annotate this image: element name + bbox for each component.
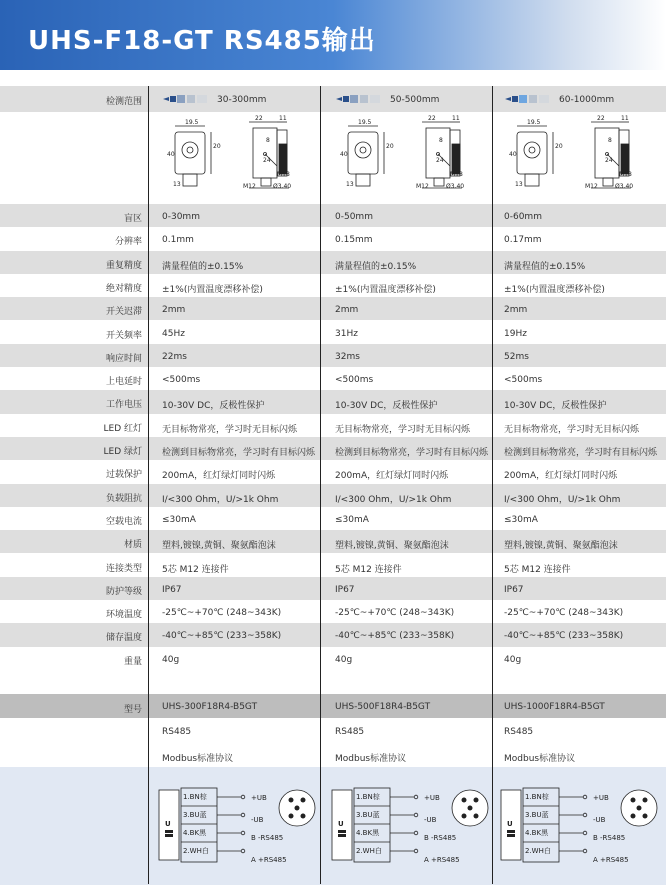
cell-hysteresis: 2mm [504, 305, 528, 316]
beam-icon [336, 95, 384, 103]
dim-label: 20 [555, 143, 563, 150]
cell-led_green: 检测到目标物常亮，学习时有目标闪烁 [504, 448, 658, 458]
dim-label: 19.5 [358, 119, 372, 126]
wire-label: 3.BU蓝 [356, 811, 380, 819]
cell-repeat: 满量程值的±0.15% [504, 261, 586, 272]
cell-voltage: 10-30V DC，反极性保护 [335, 401, 438, 412]
terminal-label: -UB [424, 816, 437, 824]
terminal-label: -UB [593, 816, 606, 824]
label-resolution: 分辨率 [114, 237, 142, 248]
label-led_red: LED 红灯 [103, 423, 142, 434]
cell-storage_temp: -40℃~+85℃ (233~358K) [504, 631, 624, 642]
label-model: 型号 [123, 705, 142, 715]
terminal-label: +UB [593, 794, 609, 802]
dim-label: 11 [452, 115, 460, 122]
cell-hysteresis: 2mm [162, 305, 186, 316]
cell-voltage: 10-30V DC，反极性保护 [162, 401, 265, 412]
wire-label: 2.WH白 [356, 847, 382, 855]
range-value: 30-300mm [217, 95, 267, 105]
cell-env_temp: -25℃~+70℃ (248~343K) [504, 608, 624, 619]
cell-response: 32ms [335, 351, 360, 362]
label-connection: 连接类型 [105, 563, 142, 574]
wire-label: 4.BK黑 [356, 829, 380, 837]
wire-label: 3.BU蓝 [525, 811, 549, 819]
label-frequency: 开关频率 [105, 330, 142, 341]
wire-label: 2.WH白 [183, 847, 209, 855]
cell-model: UHS-500F18R4-B5GT [335, 702, 431, 712]
wiring-diagram [157, 778, 327, 878]
dim-label: M18 [450, 171, 463, 178]
label-repeat: 重复精度 [105, 260, 142, 271]
terminal-label: A +RS485 [251, 856, 287, 864]
cell-protocol: Modbus标准协议 [504, 754, 576, 764]
dim-label: 8 [439, 137, 443, 144]
label-weight: 重量 [123, 656, 142, 667]
cell-model: UHS-300F18R4-B5GT [162, 702, 258, 712]
cell-absolute: ±1%(内置温度漂移补偿) [504, 284, 605, 295]
cell-connection: 5芯 M12 连接件 [504, 564, 571, 575]
cell-load: I/<300 Ohm，U/>1k Ohm [162, 494, 279, 505]
cell-material: 塑料,镀镍,黄铜、聚氨酯泡沫 [335, 541, 449, 552]
dim-label: 19.5 [185, 119, 199, 126]
cell-led_green: 检测到目标物常亮，学习时有目标闪烁 [335, 448, 489, 458]
label-delay: 上电延时 [105, 377, 142, 388]
cell-material: 塑料,镀镍,黄铜、聚氨酯泡沫 [162, 541, 276, 552]
dim-label: 20 [213, 143, 221, 150]
cell-storage_temp: -40℃~+85℃ (233~358K) [335, 631, 455, 642]
cell-load: I/<300 Ohm，U/>1k Ohm [504, 494, 621, 505]
dim-label: 13 [515, 181, 523, 188]
wire-label: 4.BK黑 [183, 829, 207, 837]
terminal-label: B -RS485 [251, 834, 284, 842]
dim-label: M12 [585, 183, 598, 190]
cell-weight: 40g [504, 654, 522, 665]
dim-label: 22 [597, 115, 605, 122]
dim-label: M12 [416, 183, 429, 190]
cell-protection: IP67 [335, 584, 355, 595]
dim-label: 22 [428, 115, 436, 122]
cell-env_temp: -25℃~+70℃ (248~343K) [335, 608, 455, 619]
cell-connection: 5芯 M12 连接件 [162, 564, 229, 575]
cell-output: RS485 [504, 727, 534, 737]
cell-absolute: ±1%(内置温度漂移补偿) [162, 284, 263, 295]
dim-label: M18 [277, 171, 290, 178]
cell-delay: <500ms [504, 375, 543, 386]
dim-label: 11 [621, 115, 629, 122]
column-divider [492, 86, 493, 884]
cell-output: RS485 [162, 727, 192, 737]
wire-label: 2.WH白 [525, 847, 551, 855]
dim-label: 8 [266, 137, 270, 144]
cell-response: 22ms [162, 351, 187, 362]
page-title: UHS-F18-GT RS485输出 [28, 26, 376, 56]
label-hysteresis: 开关迟滞 [105, 307, 142, 318]
label-env_temp: 环境温度 [105, 610, 142, 621]
cell-env_temp: -25℃~+70℃ (248~343K) [162, 608, 282, 619]
beam-icon [163, 95, 211, 103]
terminal-label: +UB [251, 794, 267, 802]
terminal-label: A +RS485 [593, 856, 629, 864]
dim-label: M18 [619, 171, 632, 178]
label-overload: 过载保护 [105, 470, 142, 481]
dim-label: 24 [263, 157, 271, 164]
sensor-symbol: U [165, 820, 171, 828]
wiring-diagram [499, 778, 666, 878]
column-divider [320, 86, 321, 884]
cell-noload: ≤30mA [335, 514, 369, 525]
wire-label: 1.BN棕 [525, 793, 549, 801]
cell-storage_temp: -40℃~+85℃ (233~358K) [162, 631, 282, 642]
terminal-label: B -RS485 [424, 834, 457, 842]
cell-overload: 200mA，红灯绿灯同时闪烁 [335, 471, 449, 482]
cell-weight: 40g [162, 654, 180, 665]
dim-label: 24 [605, 157, 613, 164]
cell-led_red: 无目标物常亮，学习时无目标闪烁 [335, 424, 471, 435]
dim-label: 19.5 [527, 119, 541, 126]
label-led_green: LED 绿灯 [103, 447, 142, 457]
cell-led_green: 检测到目标物常亮，学习时有目标闪烁 [162, 448, 316, 458]
cell-blind: 0-50mm [335, 212, 373, 222]
wire-label: 1.BN棕 [183, 793, 207, 801]
dim-label: 40 [167, 151, 175, 158]
dim-label: 11 [279, 115, 287, 122]
dim-label: Ø3.40 [615, 183, 634, 190]
cell-noload: ≤30mA [162, 514, 196, 525]
label-absolute: 绝对精度 [105, 283, 142, 294]
label-voltage: 工作电压 [105, 400, 142, 411]
label-response: 响应时间 [105, 353, 142, 364]
cell-connection: 5芯 M12 连接件 [335, 564, 402, 575]
dimension-drawing [165, 114, 335, 202]
wire-label: 4.BK黑 [525, 829, 549, 837]
cell-overload: 200mA，红灯绿灯同时闪烁 [162, 471, 276, 482]
dim-label: 8 [608, 137, 612, 144]
label-load: 负载阻抗 [105, 493, 142, 504]
page-header [0, 0, 666, 70]
label-protection: 防护等级 [105, 586, 142, 597]
wire-label: 3.BU蓝 [183, 811, 207, 819]
column-divider [148, 86, 149, 884]
dim-label: 20 [386, 143, 394, 150]
cell-frequency: 45Hz [162, 328, 185, 339]
cell-response: 52ms [504, 351, 529, 362]
dim-label: 24 [436, 157, 444, 164]
dim-label: Ø3.40 [446, 183, 465, 190]
cell-voltage: 10-30V DC，反极性保护 [504, 401, 607, 412]
cell-resolution: 0.1mm [162, 235, 194, 246]
cell-frequency: 31Hz [335, 328, 358, 339]
beam-icon [505, 95, 553, 103]
label-storage_temp: 储存温度 [105, 633, 142, 644]
dimension-drawing [507, 114, 666, 202]
dim-label: 40 [509, 151, 517, 158]
cell-delay: <500ms [335, 375, 374, 386]
cell-protection: IP67 [504, 584, 524, 595]
dim-label: Ø3.40 [273, 183, 292, 190]
cell-repeat: 满量程值的±0.15% [335, 261, 417, 272]
label-range: 检测范围 [105, 97, 142, 107]
sensor-symbol: U [338, 820, 344, 828]
cell-hysteresis: 2mm [335, 305, 359, 316]
cell-overload: 200mA，红灯绿灯同时闪烁 [504, 471, 618, 482]
cell-protection: IP67 [162, 584, 182, 595]
cell-repeat: 满量程值的±0.15% [162, 261, 244, 272]
cell-load: I/<300 Ohm，U/>1k Ohm [335, 494, 452, 505]
cell-resolution: 0.15mm [335, 235, 373, 246]
cell-noload: ≤30mA [504, 514, 538, 525]
terminal-label: A +RS485 [424, 856, 460, 864]
label-blind: 盲区 [123, 214, 142, 224]
label-material: 材质 [123, 540, 142, 551]
cell-blind: 0-30mm [162, 212, 200, 222]
terminal-label: -UB [251, 816, 264, 824]
terminal-label: +UB [424, 794, 440, 802]
cell-led_red: 无目标物常亮，学习时无目标闪烁 [504, 424, 640, 435]
cell-material: 塑料,镀镍,黄铜、聚氨酯泡沫 [504, 541, 618, 552]
cell-absolute: ±1%(内置温度漂移补偿) [335, 284, 436, 295]
wiring-diagram [330, 778, 500, 878]
sensor-symbol: U [507, 820, 513, 828]
dimension-drawing [338, 114, 508, 202]
dim-label: M12 [243, 183, 256, 190]
range-value: 50-500mm [390, 95, 440, 105]
range-value: 60-1000mm [559, 95, 615, 105]
cell-frequency: 19Hz [504, 328, 527, 339]
cell-protocol: Modbus标准协议 [162, 754, 234, 764]
cell-model: UHS-1000F18R4-B5GT [504, 702, 605, 712]
cell-output: RS485 [335, 727, 365, 737]
cell-protocol: Modbus标准协议 [335, 754, 407, 764]
wire-label: 1.BN棕 [356, 793, 380, 801]
cell-blind: 0-60mm [504, 212, 542, 222]
cell-led_red: 无目标物常亮，学习时无目标闪烁 [162, 424, 298, 435]
label-noload: 空载电流 [105, 516, 142, 527]
dim-label: 40 [340, 151, 348, 158]
dim-label: 13 [173, 181, 181, 188]
cell-weight: 40g [335, 654, 353, 665]
terminal-label: B -RS485 [593, 834, 626, 842]
cell-delay: <500ms [162, 375, 201, 386]
dim-label: 22 [255, 115, 263, 122]
cell-resolution: 0.17mm [504, 235, 542, 246]
dim-label: 13 [346, 181, 354, 188]
